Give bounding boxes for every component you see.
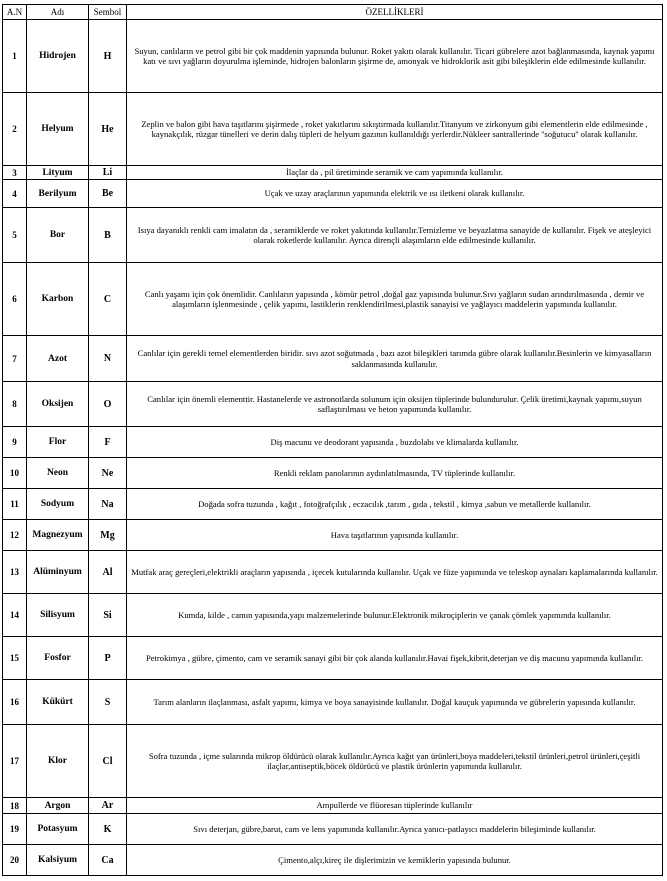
element-symbol: H <box>89 20 127 93</box>
header-row <box>3 5 663 20</box>
table-row <box>3 520 663 551</box>
table-row <box>3 382 663 427</box>
atomic-number: 1 <box>3 20 27 93</box>
atomic-number: 4 <box>3 180 27 208</box>
atomic-number: 7 <box>3 336 27 382</box>
table-row <box>3 180 663 208</box>
atomic-number: 12 <box>3 520 27 551</box>
atomic-number: 19 <box>3 814 27 845</box>
element-name: Magnezyum <box>27 520 89 551</box>
table-row <box>3 594 663 637</box>
header-properties: ÖZELLİKLERİ <box>127 5 663 20</box>
element-properties: Petrokimya , gübre, çimento, cam ve seramik sanayi gibi bir çok alanda kullanılır.Havai fişek,kibrit,deterjan ve diş macunu yapımında kullanılır. <box>127 637 663 680</box>
table-row <box>3 166 663 180</box>
element-properties: Mutfak araç gereçleri,elektrikli araçların yapısında , içecek kutularında kullanılır. Uçak ve füze yapımında ve teleskop aynaları kaplamalarında kullanılır. <box>127 551 663 594</box>
table-row <box>3 814 663 845</box>
element-name: Argon <box>27 798 89 814</box>
element-properties: Kumda, kilde , camın yapısında,yapı malzemelerinde bulunur.Elektronik mikroçiplerin ve çanak çömlek yapımında kullanılır. <box>127 594 663 637</box>
element-properties: Tarım alanların ilaçlanması, asfalt yapımı, kimya ve boya sanayisinde kullanılır. Doğal kauçuk yapımında ve gübrelerin yapısında kullanılır. <box>127 680 663 725</box>
table-row <box>3 637 663 680</box>
header-symbol: Sembol <box>89 5 127 20</box>
element-symbol: Ar <box>89 798 127 814</box>
atomic-number: 16 <box>3 680 27 725</box>
atomic-number: 8 <box>3 382 27 427</box>
element-name: Bor <box>27 208 89 263</box>
atomic-number: 13 <box>3 551 27 594</box>
element-symbol: Ne <box>89 458 127 489</box>
element-symbol: Al <box>89 551 127 594</box>
element-name: Sodyum <box>27 489 89 520</box>
element-symbol: B <box>89 208 127 263</box>
element-properties: Doğada sofra tuzunda , kağıt , fotoğrafçılık , eczacılık ,tarım , gıda , tekstil , kimya ,sabun ve metallerde kullanılır. <box>127 489 663 520</box>
element-symbol: K <box>89 814 127 845</box>
element-symbol: O <box>89 382 127 427</box>
table-row <box>3 489 663 520</box>
element-name: Kalsiyum <box>27 845 89 876</box>
element-name: Lityum <box>27 166 89 180</box>
header-name: Adı <box>27 5 89 20</box>
element-symbol: F <box>89 427 127 458</box>
atomic-number: 6 <box>3 263 27 336</box>
atomic-number: 17 <box>3 725 27 798</box>
element-name: Berilyum <box>27 180 89 208</box>
table-row <box>3 93 663 166</box>
element-symbol: P <box>89 637 127 680</box>
element-properties: Zeplin ve balon gibi hava taşıtlarını şişirmede , roket yakıtlarını sıkıştırmada kullanılır.Titanyum ve zirkonyum gibi elementlerin elde edilmesinde , kaynakçılık, rüzgar tünelleri ve derin dalış tüpleri de helyum gazının kullanıldığı yerlerdir.Nükleer santrallerinde ''soğutucu'' olarak kullanılır. <box>127 93 663 166</box>
element-symbol: Be <box>89 180 127 208</box>
element-properties: Sofra tuzunda , içme sularında mikrop öldürücü olarak kullanılır.Ayrıca kağıt yan ürünleri,boya maddeleri,tekstil ürünleri,petrol ürünleri,çeşitli ilaçlar,antiseptik,böcek öldürücü ve plastik ürünlerin yapımında kullanılır. <box>127 725 663 798</box>
atomic-number: 3 <box>3 166 27 180</box>
element-symbol: Na <box>89 489 127 520</box>
element-name: Azot <box>27 336 89 382</box>
element-symbol: Mg <box>89 520 127 551</box>
element-name: Potasyum <box>27 814 89 845</box>
element-name: Klor <box>27 725 89 798</box>
table-row <box>3 551 663 594</box>
header-atomic-number: A.N <box>3 5 27 20</box>
atomic-number: 9 <box>3 427 27 458</box>
element-properties: Ampullerde ve flüoresan tüplerinde kullanılır <box>127 798 663 814</box>
element-properties: Hava taşıtlarının yapısında kullanılır. <box>127 520 663 551</box>
element-symbol: Si <box>89 594 127 637</box>
element-name: Helyum <box>27 93 89 166</box>
element-symbol: Cl <box>89 725 127 798</box>
atomic-number: 15 <box>3 637 27 680</box>
element-properties: Uçak ve uzay araçlarının yapımında elektrik ve ısı iletkeni olarak kullanılır. <box>127 180 663 208</box>
table-row <box>3 208 663 263</box>
element-symbol: C <box>89 263 127 336</box>
element-name: Alüminyum <box>27 551 89 594</box>
table-row <box>3 798 663 814</box>
table-row <box>3 725 663 798</box>
atomic-number: 5 <box>3 208 27 263</box>
atomic-number: 14 <box>3 594 27 637</box>
element-properties: Diş macunu ve deodorant yapısında , buzdolabı ve klimalarda kullanılır. <box>127 427 663 458</box>
element-name: Neon <box>27 458 89 489</box>
element-symbol: N <box>89 336 127 382</box>
element-name: Fosfor <box>27 637 89 680</box>
table-row <box>3 20 663 93</box>
table-row <box>3 336 663 382</box>
table-row <box>3 845 663 876</box>
element-name: Hidrojen <box>27 20 89 93</box>
element-symbol: S <box>89 680 127 725</box>
element-symbol: He <box>89 93 127 166</box>
element-properties: Sıvı deterjan, gübre,barut, cam ve lens yapımında kullanılır.Ayrıca yanıcı-patlayıcı maddelerin bileşiminde kullanılır. <box>127 814 663 845</box>
atomic-number: 10 <box>3 458 27 489</box>
table-row <box>3 680 663 725</box>
table-row <box>3 263 663 336</box>
atomic-number: 20 <box>3 845 27 876</box>
element-name: Silisyum <box>27 594 89 637</box>
element-name: Flor <box>27 427 89 458</box>
element-name: Kükürt <box>27 680 89 725</box>
elements-table <box>2 4 663 876</box>
atomic-number: 18 <box>3 798 27 814</box>
element-name: Oksijen <box>27 382 89 427</box>
element-symbol: Ca <box>89 845 127 876</box>
atomic-number: 2 <box>3 93 27 166</box>
atomic-number: 11 <box>3 489 27 520</box>
element-properties: Isıya dayanıklı renkli cam imalatın da , seramiklerde ve roket yakıtında kullanılır.Temizleme ve beyazlatma sanayide de kullanılır. Fişek ve ateşleyici olarak roketlerde kullanılır. Ayrıca dirençli alaşımların elde edilmesinde kullanılır. <box>127 208 663 263</box>
element-properties: Canlılar için önemli elementtir. Hastanelerde ve astronotlarda solunum için oksijen tüplerinde bulundurulur. Çelik üretimi,kaynak yapımı,suyun saflaştırılması ve beton yapımında kullanılır. <box>127 382 663 427</box>
element-properties: Suyun, canlıların ve petrol gibi bir çok maddenin yapısında bulunur. Roket yakıtı olarak kullanılır. Ticari gübrelere azot bağlanmasında, kaynak yapımı katı ve sıvı yağların doyurulma işleminde, hidrojen balonların şişirme de, amonyak ve hidroklorik asit gibi bileşiklerin elde edilmesinde kullanılır. <box>127 20 663 93</box>
element-properties: Canlı yaşamı için çok önemlidir. Canlıların yapısında , kömür petrol ,doğal gaz yapısında bulunur.Sıvı yağların sudan arındırılmasında , demir ve alaşımların işlenmesinde , çelik yapımı, lastiklerin renklendirilmesi,plastik sanayisi ve yağlayıcı maddelerin yapımında kullanılır. <box>127 263 663 336</box>
element-properties: Çimento,alçı,kireç ile dişlerimizin ve kemiklerin yapısında bulunur. <box>127 845 663 876</box>
element-properties: Canlılar için gerekli temel elementlerden biridir. sıvı azot soğutmada , bazı azot bileşikleri tarımda gübre olarak kullanılır.Besinlerin ve kimyasalların saklanmasında kullanılır. <box>127 336 663 382</box>
table-row <box>3 458 663 489</box>
element-properties: İlaçlar da , pil üretiminde seramik ve cam yapımında kullanılır. <box>127 166 663 180</box>
element-properties: Renkli reklam panolarının aydınlatılmasında, TV tüplerinde kullanılır. <box>127 458 663 489</box>
element-name: Karbon <box>27 263 89 336</box>
table-row <box>3 427 663 458</box>
element-symbol: Li <box>89 166 127 180</box>
